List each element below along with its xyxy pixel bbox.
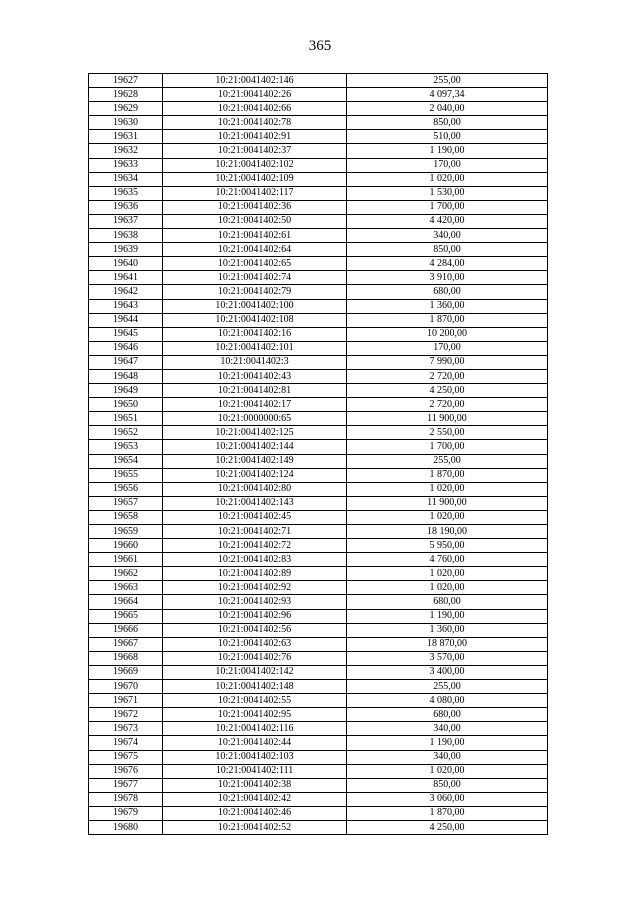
cadastral-number-cell: 10:21:0041402:44: [163, 736, 347, 750]
table-row: [89, 581, 548, 595]
row-number-cell: 19648: [89, 369, 163, 383]
row-number-cell: 19647: [89, 355, 163, 369]
amount-cell: 340,00: [347, 722, 548, 736]
row-number-cell: 19629: [89, 102, 163, 116]
amount-cell: 1 190,00: [347, 609, 548, 623]
cadastral-number-cell: 10:21:0041402:89: [163, 567, 347, 581]
table-row: [89, 468, 548, 482]
table-row: [89, 496, 548, 510]
amount-cell: 680,00: [347, 285, 548, 299]
cadastral-table: [88, 73, 548, 835]
table-row: [89, 792, 548, 806]
row-number-cell: 19677: [89, 778, 163, 792]
row-number-cell: 19669: [89, 665, 163, 679]
row-number-cell: 19628: [89, 88, 163, 102]
amount-cell: 1 870,00: [347, 313, 548, 327]
cadastral-number-cell: 10:21:0041402:74: [163, 271, 347, 285]
row-number-cell: 19651: [89, 412, 163, 426]
amount-cell: 1 870,00: [347, 806, 548, 820]
table-row: [89, 567, 548, 581]
amount-cell: 2 720,00: [347, 398, 548, 412]
amount-cell: 4 284,00: [347, 257, 548, 271]
row-number-cell: 19630: [89, 116, 163, 130]
amount-cell: 850,00: [347, 778, 548, 792]
amount-cell: 1 700,00: [347, 200, 548, 214]
row-number-cell: 19640: [89, 257, 163, 271]
table-row: [89, 130, 548, 144]
cadastral-number-cell: 10:21:0041402:149: [163, 454, 347, 468]
row-number-cell: 19637: [89, 214, 163, 228]
row-number-cell: 19646: [89, 341, 163, 355]
row-number-cell: 19671: [89, 694, 163, 708]
table-body: [89, 74, 548, 835]
cadastral-number-cell: 10:21:0041402:66: [163, 102, 347, 116]
cadastral-number-cell: 10:21:0041402:81: [163, 384, 347, 398]
row-number-cell: 19643: [89, 299, 163, 313]
amount-cell: 170,00: [347, 158, 548, 172]
table-row: [89, 313, 548, 327]
row-number-cell: 19653: [89, 440, 163, 454]
table-row: [89, 482, 548, 496]
cadastral-number-cell: 10:21:0041402:45: [163, 510, 347, 524]
cadastral-number-cell: 10:21:0041402:146: [163, 74, 347, 88]
cadastral-number-cell: 10:21:0041402:64: [163, 243, 347, 257]
row-number-cell: 19634: [89, 172, 163, 186]
amount-cell: 1 700,00: [347, 440, 548, 454]
table-row: [89, 750, 548, 764]
table-row: [89, 553, 548, 567]
row-number-cell: 19639: [89, 243, 163, 257]
row-number-cell: 19666: [89, 623, 163, 637]
cadastral-number-cell: 10:21:0041402:52: [163, 820, 347, 834]
row-number-cell: 19661: [89, 553, 163, 567]
cadastral-number-cell: 10:21:0041402:79: [163, 285, 347, 299]
cadastral-number-cell: 10:21:0041402:101: [163, 341, 347, 355]
row-number-cell: 19649: [89, 384, 163, 398]
table-row: [89, 172, 548, 186]
amount-cell: 255,00: [347, 74, 548, 88]
row-number-cell: 19655: [89, 468, 163, 482]
cadastral-number-cell: 10:21:0041402:83: [163, 553, 347, 567]
cadastral-number-cell: 10:21:0041402:78: [163, 116, 347, 130]
cadastral-number-cell: 10:21:0041402:50: [163, 214, 347, 228]
amount-cell: 1 190,00: [347, 144, 548, 158]
cadastral-number-cell: 10:21:0041402:76: [163, 651, 347, 665]
amount-cell: 10 200,00: [347, 327, 548, 341]
row-number-cell: 19658: [89, 510, 163, 524]
amount-cell: 510,00: [347, 130, 548, 144]
row-number-cell: 19656: [89, 482, 163, 496]
amount-cell: 4 097,34: [347, 88, 548, 102]
table-row: [89, 116, 548, 130]
amount-cell: 170,00: [347, 341, 548, 355]
cadastral-number-cell: 10:21:0041402:26: [163, 88, 347, 102]
amount-cell: 1 020,00: [347, 172, 548, 186]
row-number-cell: 19654: [89, 454, 163, 468]
row-number-cell: 19644: [89, 313, 163, 327]
table-row: [89, 820, 548, 834]
row-number-cell: 19642: [89, 285, 163, 299]
amount-cell: 340,00: [347, 750, 548, 764]
row-number-cell: 19673: [89, 722, 163, 736]
row-number-cell: 19665: [89, 609, 163, 623]
row-number-cell: 19635: [89, 186, 163, 200]
row-number-cell: 19672: [89, 708, 163, 722]
cadastral-number-cell: 10:21:0041402:100: [163, 299, 347, 313]
row-number-cell: 19664: [89, 595, 163, 609]
table-row: [89, 736, 548, 750]
table-row: [89, 102, 548, 116]
amount-cell: 4 250,00: [347, 820, 548, 834]
table-row: [89, 398, 548, 412]
table-row: [89, 200, 548, 214]
cadastral-number-cell: 10:21:0041402:63: [163, 637, 347, 651]
amount-cell: 3 060,00: [347, 792, 548, 806]
table-row: [89, 257, 548, 271]
amount-cell: 1 360,00: [347, 623, 548, 637]
cadastral-number-cell: 10:21:0041402:117: [163, 186, 347, 200]
row-number-cell: 19659: [89, 525, 163, 539]
amount-cell: 340,00: [347, 229, 548, 243]
amount-cell: 3 570,00: [347, 651, 548, 665]
row-number-cell: 19633: [89, 158, 163, 172]
table-row: [89, 708, 548, 722]
row-number-cell: 19652: [89, 426, 163, 440]
amount-cell: 3 910,00: [347, 271, 548, 285]
cadastral-number-cell: 10:21:0041402:124: [163, 468, 347, 482]
table-row: [89, 454, 548, 468]
amount-cell: 1 530,00: [347, 186, 548, 200]
cadastral-number-cell: 10:21:0041402:37: [163, 144, 347, 158]
amount-cell: 1 190,00: [347, 736, 548, 750]
cadastral-number-cell: 10:21:0041402:55: [163, 694, 347, 708]
cadastral-number-cell: 10:21:0041402:65: [163, 257, 347, 271]
cadastral-number-cell: 10:21:0041402:95: [163, 708, 347, 722]
row-number-cell: 19650: [89, 398, 163, 412]
amount-cell: 5 950,00: [347, 539, 548, 553]
cadastral-number-cell: 10:21:0041402:102: [163, 158, 347, 172]
cadastral-number-cell: 10:21:0041402:108: [163, 313, 347, 327]
amount-cell: 11 900,00: [347, 496, 548, 510]
table-row: [89, 510, 548, 524]
table-row: [89, 623, 548, 637]
table-row: [89, 384, 548, 398]
page-number: 365: [308, 38, 332, 54]
row-number-cell: 19645: [89, 327, 163, 341]
cadastral-number-cell: 10:21:0041402:125: [163, 426, 347, 440]
row-number-cell: 19631: [89, 130, 163, 144]
amount-cell: 850,00: [347, 243, 548, 257]
amount-cell: 1 020,00: [347, 764, 548, 778]
row-number-cell: 19632: [89, 144, 163, 158]
cadastral-number-cell: 10:21:0041402:42: [163, 792, 347, 806]
amount-cell: 1 020,00: [347, 567, 548, 581]
row-number-cell: 19627: [89, 74, 163, 88]
amount-cell: 1 870,00: [347, 468, 548, 482]
amount-cell: 850,00: [347, 116, 548, 130]
table-row: [89, 806, 548, 820]
row-number-cell: 19657: [89, 496, 163, 510]
cadastral-number-cell: 10:21:0041402:16: [163, 327, 347, 341]
table-row: [89, 214, 548, 228]
cadastral-number-cell: 10:21:0041402:17: [163, 398, 347, 412]
table-row: [89, 186, 548, 200]
table-row: [89, 327, 548, 341]
cadastral-number-cell: 10:21:0041402:109: [163, 172, 347, 186]
table-row: [89, 412, 548, 426]
table-row: [89, 651, 548, 665]
amount-cell: 18 190,00: [347, 525, 548, 539]
table-row: [89, 285, 548, 299]
amount-cell: 7 990,00: [347, 355, 548, 369]
cadastral-number-cell: 10:21:0041402:38: [163, 778, 347, 792]
amount-cell: 4 250,00: [347, 384, 548, 398]
row-number-cell: 19641: [89, 271, 163, 285]
table-row: [89, 229, 548, 243]
cadastral-number-cell: 10:21:0041402:92: [163, 581, 347, 595]
table-row: [89, 637, 548, 651]
table-row: [89, 88, 548, 102]
cadastral-number-cell: 10:21:0041402:56: [163, 623, 347, 637]
cadastral-number-cell: 10:21:0041402:3: [163, 355, 347, 369]
cadastral-number-cell: 10:21:0041402:46: [163, 806, 347, 820]
amount-cell: 1 020,00: [347, 581, 548, 595]
table-row: [89, 426, 548, 440]
cadastral-number-cell: 10:21:0041402:61: [163, 229, 347, 243]
table-row: [89, 299, 548, 313]
table-row: [89, 355, 548, 369]
cadastral-number-cell: 10:21:0041402:71: [163, 525, 347, 539]
table-row: [89, 539, 548, 553]
cadastral-number-cell: 10:21:0041402:93: [163, 595, 347, 609]
row-number-cell: 19675: [89, 750, 163, 764]
amount-cell: 1 020,00: [347, 482, 548, 496]
cadastral-number-cell: 10:21:0041402:148: [163, 680, 347, 694]
table-row: [89, 243, 548, 257]
amount-cell: 4 080,00: [347, 694, 548, 708]
amount-cell: 1 360,00: [347, 299, 548, 313]
amount-cell: 2 720,00: [347, 369, 548, 383]
amount-cell: 3 400,00: [347, 665, 548, 679]
cadastral-number-cell: 10:21:0041402:43: [163, 369, 347, 383]
row-number-cell: 19674: [89, 736, 163, 750]
amount-cell: 11 900,00: [347, 412, 548, 426]
amount-cell: 255,00: [347, 680, 548, 694]
cadastral-number-cell: 10:21:0041402:91: [163, 130, 347, 144]
table-row: [89, 369, 548, 383]
row-number-cell: 19662: [89, 567, 163, 581]
cadastral-number-cell: 10:21:0041402:103: [163, 750, 347, 764]
cadastral-number-cell: 10:21:0000000:65: [163, 412, 347, 426]
row-number-cell: 19676: [89, 764, 163, 778]
row-number-cell: 19680: [89, 820, 163, 834]
row-number-cell: 19679: [89, 806, 163, 820]
row-number-cell: 19636: [89, 200, 163, 214]
amount-cell: 18 870,00: [347, 637, 548, 651]
amount-cell: 680,00: [347, 595, 548, 609]
table-row: [89, 158, 548, 172]
cadastral-number-cell: 10:21:0041402:36: [163, 200, 347, 214]
row-number-cell: 19660: [89, 539, 163, 553]
amount-cell: 4 420,00: [347, 214, 548, 228]
row-number-cell: 19667: [89, 637, 163, 651]
cadastral-number-cell: 10:21:0041402:80: [163, 482, 347, 496]
table-row: [89, 680, 548, 694]
amount-cell: 2 040,00: [347, 102, 548, 116]
row-number-cell: 19663: [89, 581, 163, 595]
table-row: [89, 271, 548, 285]
table-row: [89, 694, 548, 708]
amount-cell: 255,00: [347, 454, 548, 468]
row-number-cell: 19678: [89, 792, 163, 806]
cadastral-number-cell: 10:21:0041402:144: [163, 440, 347, 454]
table-row: [89, 144, 548, 158]
table-row: [89, 341, 548, 355]
amount-cell: 1 020,00: [347, 510, 548, 524]
table-row: [89, 778, 548, 792]
table-row: [89, 764, 548, 778]
amount-cell: 2 550,00: [347, 426, 548, 440]
cadastral-number-cell: 10:21:0041402:72: [163, 539, 347, 553]
amount-cell: 680,00: [347, 708, 548, 722]
amount-cell: 4 760,00: [347, 553, 548, 567]
table-row: [89, 440, 548, 454]
cadastral-number-cell: 10:21:0041402:96: [163, 609, 347, 623]
table-row: [89, 525, 548, 539]
table-row: [89, 722, 548, 736]
cadastral-number-cell: 10:21:0041402:116: [163, 722, 347, 736]
row-number-cell: 19668: [89, 651, 163, 665]
row-number-cell: 19670: [89, 680, 163, 694]
row-number-cell: 19638: [89, 229, 163, 243]
table-row: [89, 665, 548, 679]
table-row: [89, 595, 548, 609]
cadastral-number-cell: 10:21:0041402:111: [163, 764, 347, 778]
table-row: [89, 609, 548, 623]
cadastral-number-cell: 10:21:0041402:142: [163, 665, 347, 679]
cadastral-number-cell: 10:21:0041402:143: [163, 496, 347, 510]
table-row: [89, 74, 548, 88]
